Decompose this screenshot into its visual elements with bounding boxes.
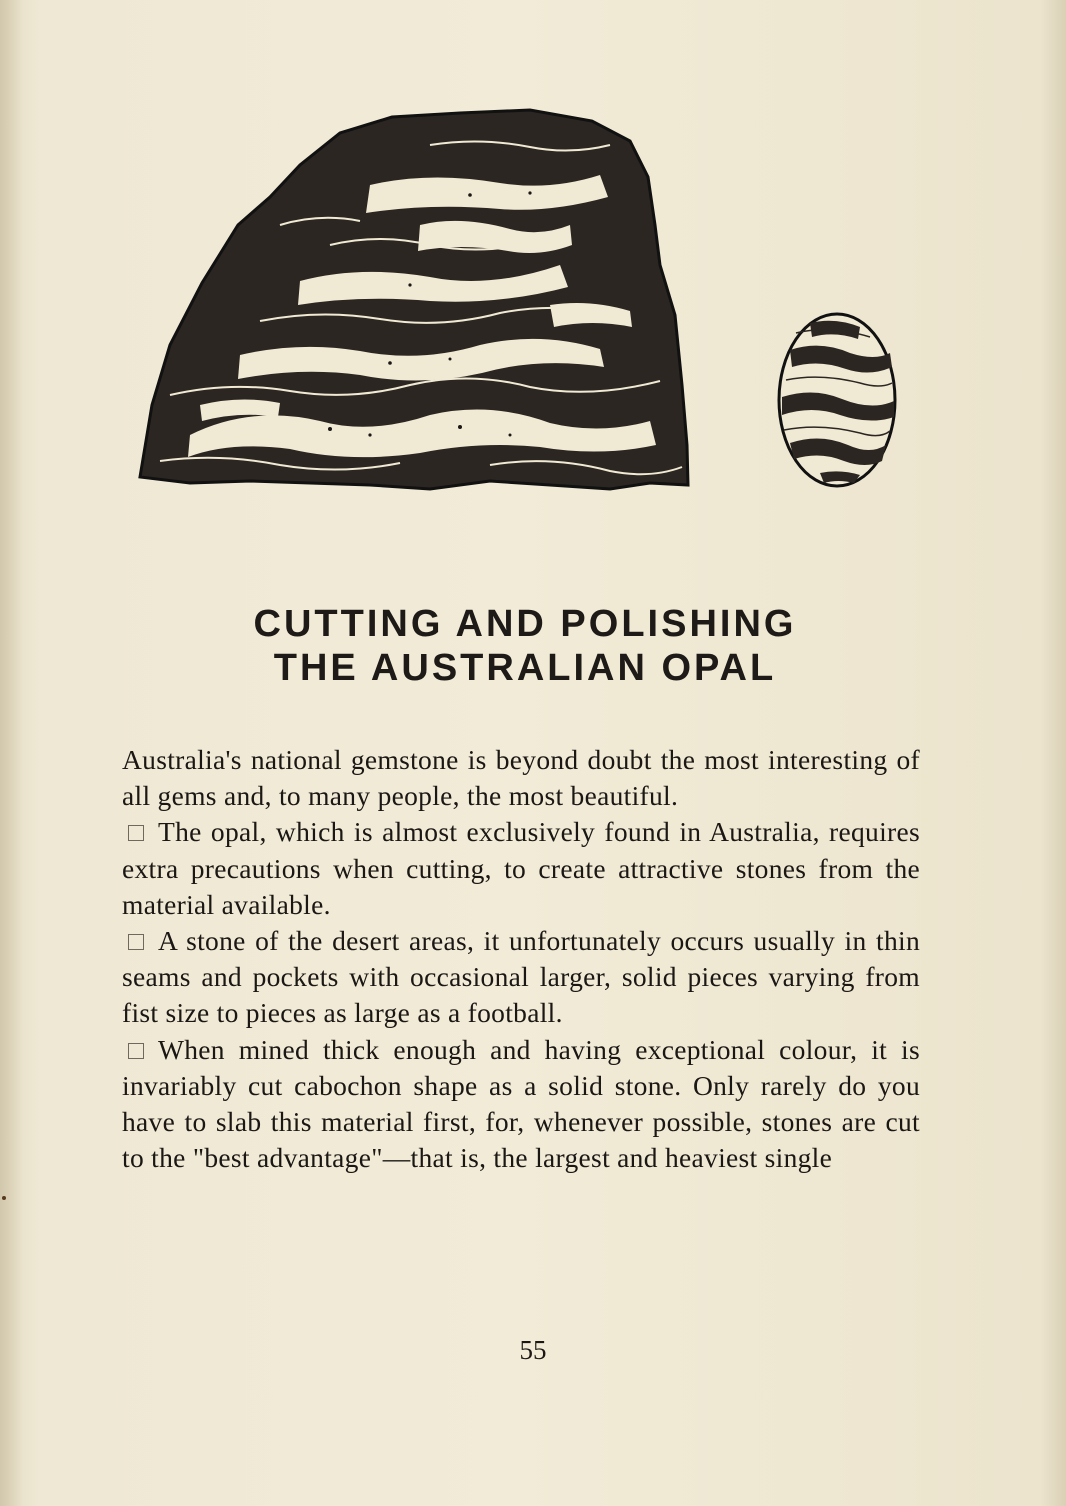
checkbox-bullet-icon	[128, 1043, 144, 1059]
opal-illustration	[130, 105, 910, 505]
paragraph-text: When mined thick enough and having exceptional colour, it is invariably cut cabochon shape as a solid stone. Only rarely do you have to slab this material first, for, whenever possible, stones are cut to the "best advantage"—that is, the largest and heaviest single	[122, 1033, 920, 1174]
paragraph-text: The opal, which is almost exclusively found in Australia, requires extra precautions when cutting, to create attractive stones from the material available.	[122, 816, 920, 920]
paragraph-text: Australia's national gemstone is beyond doubt the most interesting of all gems and, to many people, the most beautiful.	[122, 744, 920, 812]
paragraph-text: A stone of the desert areas, it unfortunately occurs usually in thin seams and pockets with occasional larger, solid pieces varying from fist size to pieces as large as a football.	[122, 925, 920, 1029]
page-number: 55	[519, 1335, 547, 1365]
paragraph	[122, 1032, 920, 1177]
article-body	[122, 742, 920, 1176]
paragraph	[122, 814, 920, 923]
checkbox-bullet-icon	[128, 825, 144, 841]
rough-opal-icon	[140, 110, 688, 489]
title-line-1: CUTTING AND POLISHING	[253, 603, 797, 645]
paragraph	[122, 742, 920, 814]
checkbox-bullet-icon	[128, 934, 144, 950]
page-gutter-shadow	[0, 0, 22, 1506]
paragraph	[122, 923, 920, 1032]
title-line-2: THE AUSTRALIAN OPAL	[273, 647, 777, 689]
paper-speck	[2, 1196, 6, 1200]
cabochon-icon	[779, 314, 895, 486]
